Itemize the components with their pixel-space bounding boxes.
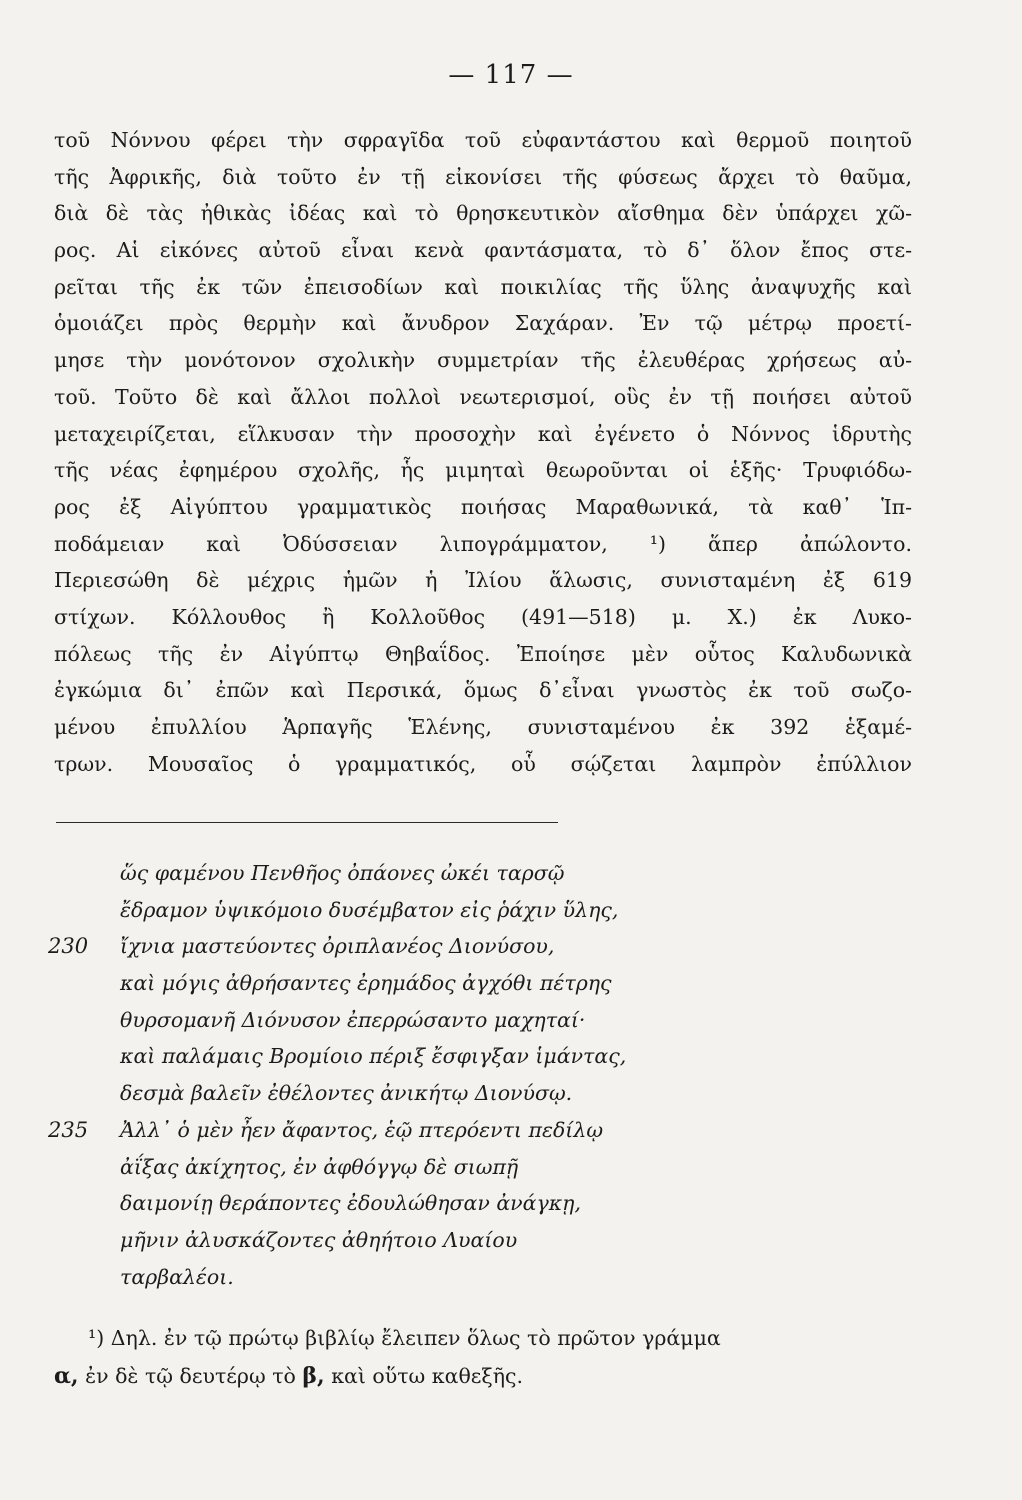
verse-line [0, 965, 1022, 1002]
verse-line [0, 892, 1022, 929]
verse-text: ὥς φαμένου Πενθῆος ὀπάονες ὠκέι ταρσῷ [120, 861, 565, 885]
verse-text: μῆνιν ἀλυσκάζοντες ἀθηήτοιο Λυαίου [120, 1227, 518, 1252]
text-line: τοῦ Νόννου φέρει τὴν σφραγῖδα τοῦ εὐφαντάστου καὶ θερμοῦ ποιητοῦ [54, 128, 912, 152]
verse-line [0, 1002, 1022, 1039]
verse-text: δαιμονίῃ θεράποντες ἐδουλώθησαν ἀνάγκῃ, [120, 1191, 581, 1216]
text-line: τοῦ. Τοῦτο δὲ καὶ ἄλλοι πολλοὶ νεωτερισμοί, οὓς ἐν τῇ ποιήσει αὐτοῦ [54, 384, 912, 409]
verse-text: ταρβαλέοι. [120, 1264, 234, 1289]
verse-text: Ἀλλ᾽ ὁ μὲν ἦεν ἄφαντος, ἑῷ πτερόεντι πεδίλῳ [120, 1117, 604, 1142]
text-line: πόλεως τῆς ἐν Αἰγύπτῳ Θηβαΐδος. Ἐποίησε μὲν οὗτος Καλυδωνικὰ [54, 641, 912, 666]
text-line: μησε τὴν μονότονον σχολικὴν συμμετρίαν τῆς ἐλευθέρας χρήσεως αὐ- [54, 348, 912, 373]
footnote [0, 1319, 1022, 1395]
verse-text: ἀΐξας ἀκίχητος, ἐν ἀφθόγγῳ δὲ σιωπῇ [120, 1154, 519, 1179]
verse-line [0, 1112, 1022, 1149]
verse-text: ἔδραμον ὑψικόμοιο δυσέμβατον εἰς ῥάχιν ὕλης, [120, 897, 619, 922]
footnote-line-1: Δηλ. ἐν τῷ πρώτῳ βιβλίῳ ἔλειπεν ὅλως τὸ πρῶτον γράμμα [110, 1326, 721, 1350]
main-text [54, 122, 912, 782]
verse-line [0, 855, 1022, 892]
text-line: τρων. Μουσαῖος ὁ γραμματικός, οὗ σῴζεται λαμπρὸν ἐπύλλιον [54, 751, 912, 776]
footnote-letter-a: α, [54, 1363, 79, 1389]
text-line: ρεῖται τῆς ἐκ τῶν ἐπεισοδίων καὶ ποικιλίας τῆς ὕλης ἀναψυχῆς καὶ [54, 274, 912, 299]
footnote-letter-b: β, [302, 1363, 325, 1389]
footnote-text [88, 1319, 721, 1357]
text-line: τῆς Ἀφρικῆς, διὰ τοῦτο ἐν τῇ εἰκονίσει τῆς φύσεως ἄρχει τὸ θαῦμα, [54, 164, 912, 189]
footnote-text [54, 1357, 523, 1395]
verse-line [0, 1038, 1022, 1075]
text-line: μένου ἐπυλλίου Ἁρπαγῆς Ἑλένης, συνισταμένου ἐκ 392 ἑξαμέ- [54, 715, 912, 739]
verse-line [0, 1149, 1022, 1186]
verse-text: δεσμὰ βαλεῖν ἐθέλοντες ἀνικήτῳ Διονύσῳ. [120, 1081, 573, 1106]
text-line: Περιεσώθη δὲ μέχρις ἡμῶν ἡ Ἰλίου ἅλωσις, συνισταμένη ἐξ 619 [54, 568, 912, 593]
text-line: μεταχειρίζεται, εἵλκυσαν τὴν προσοχὴν καὶ ἐγένετο ὁ Νόννος ἱδρυτὴς [54, 421, 912, 446]
verse-line [0, 1222, 1022, 1259]
text-line: ρος. Αἱ εἰκόνες αὐτοῦ εἶναι κενὰ φαντάσματα, τὸ δ᾽ ὅλον ἔπος στε- [54, 238, 912, 263]
text-line: ρος ἐξ Αἰγύπτου γραμματικὸς ποιήσας Μαραθωνικά, τὰ καθ᾽ Ἱπ- [54, 494, 912, 519]
verse-line [0, 1259, 1022, 1296]
footnote-line [0, 1357, 1022, 1395]
verse-text: καὶ μόγις ἀθρήσαντες ἐρημάδος ἀγχόθι πέτρης [120, 971, 612, 996]
text-line: ἐγκώμια δι᾽ ἐπῶν καὶ Περσικά, ὅμως δ᾽εἶναι γνωστὸς ἐκ τοῦ σωζο- [54, 678, 912, 703]
verse-line [0, 928, 1022, 965]
footnote-marker: ¹) [88, 1326, 105, 1350]
footnote-line [0, 1319, 1022, 1357]
verse-number: 235 [48, 1117, 89, 1142]
text-line: στίχων. Κόλλουθος ἢ Κολλοῦθος (491—518) μ. Χ.) ἐκ Λυκο- [54, 604, 912, 629]
footnote-separator [56, 822, 558, 823]
verse-quotation [0, 855, 1022, 1295]
text-line: τῆς νέας ἐφημέρου σχολῆς, ἧς μιμηταὶ θεωροῦνται οἱ ἑξῆς· Τρυφιόδω- [54, 458, 912, 483]
verse-text: καὶ παλάμαις Βρομίοιο πέριξ ἔσφιγξαν ἱμάντας, [120, 1044, 627, 1069]
footnote-line-2-mid: ἐν δὲ τῷ δευτέρῳ τὸ [78, 1364, 303, 1388]
text-line: διὰ δὲ τὰς ἠθικὰς ἰδέας καὶ τὸ θρησκευτικὸν αἴσθημα δὲν ὑπάρχει χῶ- [54, 201, 912, 226]
footnote-line-2-end: καὶ οὕτω καθεξῆς. [324, 1364, 523, 1388]
verse-text: ἴχνια μαστεύοντες ὀριπλανέος Διονύσου, [120, 934, 555, 959]
text-line: ὁμοιάζει πρὸς θερμὴν καὶ ἄνυδρον Σαχάραν. Ἐν τῷ μέτρῳ προετί- [54, 311, 912, 336]
page-number: — 117 — [448, 60, 574, 90]
verse-number: 230 [48, 934, 89, 959]
verse-line [0, 1185, 1022, 1222]
text-line: ποδάμειαν καὶ Ὀδύσσειαν λιπογράμματον, ¹) ἅπερ ἀπώλοντο. [54, 531, 912, 556]
verse-text: θυρσομανῆ Διόνυσον ἐπερρώσαντο μαχηταί· [120, 1007, 586, 1032]
verse-line [0, 1075, 1022, 1112]
